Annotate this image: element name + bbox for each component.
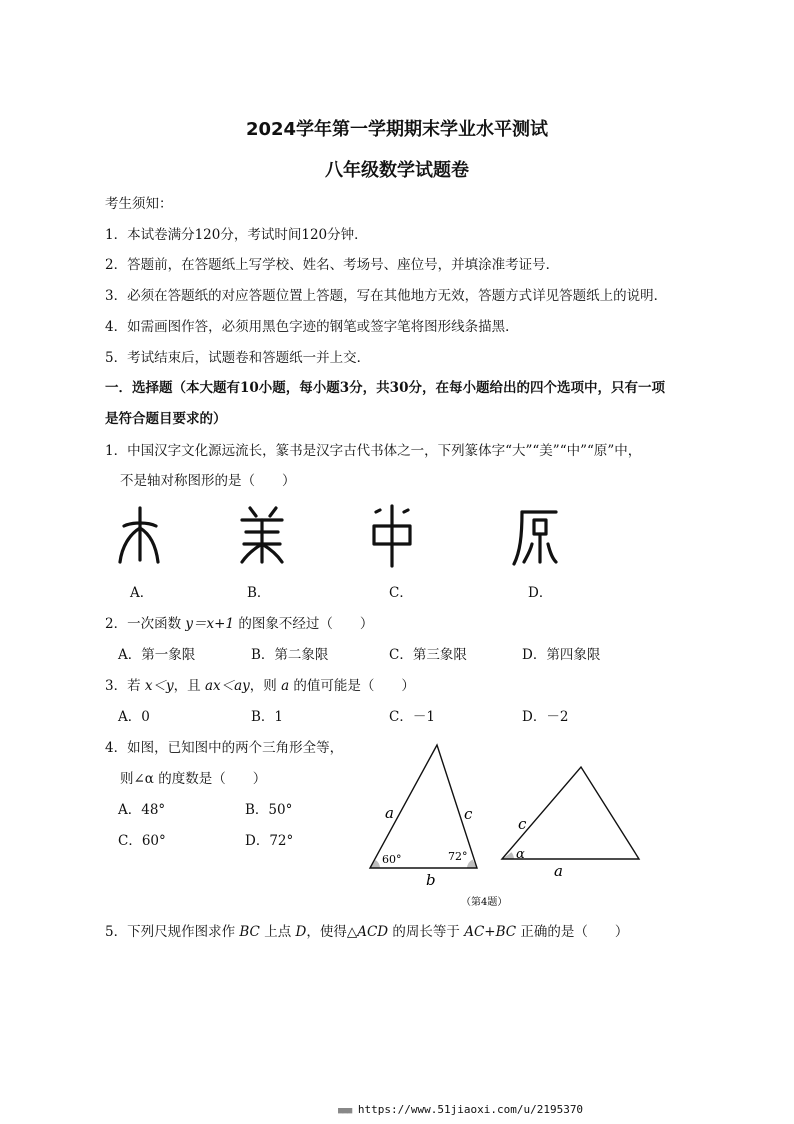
q4-figure	[360, 735, 650, 915]
q2-option-a: A．第一象限	[118, 647, 196, 663]
q3-stem	[105, 674, 415, 694]
q3-variable: a	[281, 678, 290, 694]
q4-triangle-right	[502, 767, 639, 859]
q1-stem-line1: 1．中国汉字文化源远流长，篆书是汉字古代书体之一，下列篆体字“大”“美”“中”“原”中，	[105, 443, 642, 459]
q4-option-c: C．60°	[118, 833, 166, 849]
notice-heading: 考生须知：	[105, 196, 173, 212]
seal-glyphs	[110, 500, 570, 575]
q5-stem-post: 正确的是（ ）	[516, 924, 629, 940]
q5-segment-bc: BC	[239, 924, 260, 940]
right-side-a: a	[554, 862, 563, 880]
q3-option-a: A．0	[118, 709, 150, 725]
footer-url-link[interactable]: https://www.51jiaoxi.com/u/2195370	[357, 1103, 584, 1116]
seal-glyph-yuan	[514, 512, 556, 564]
q3-stem-post: 的值可能是（ ）	[289, 678, 415, 694]
angle-alpha-marker	[502, 852, 514, 859]
left-angle-72: 72°	[448, 850, 468, 863]
q3-condition-2: ax＜ay	[204, 678, 250, 694]
seal-glyph-da	[120, 508, 158, 562]
q4-figure-caption: （第4题）	[461, 897, 508, 908]
q5-sum-expression: AC+BC	[464, 924, 517, 940]
q2-option-c: C．第三象限	[389, 647, 467, 663]
q5-stem-pre: 5．下列尺规作图求作	[105, 924, 240, 940]
q3-option-b: B．1	[251, 709, 284, 725]
q2-stem	[105, 612, 373, 632]
exam-subtitle: 八年级数学试题卷	[325, 160, 469, 181]
right-angle-alpha: α	[516, 847, 525, 862]
q1-stem-line2: 不是轴对称图形的是（ ）	[120, 473, 296, 489]
left-side-b: b	[426, 871, 436, 889]
q4-stem-line1: 4．如图，已知图中的两个三角形全等，	[105, 740, 344, 756]
q4-option-a: A．48°	[118, 802, 166, 818]
q2-option-d: D．第四象限	[522, 647, 601, 663]
q5-point-d: D	[295, 924, 307, 940]
q3-stem-pre: 3．若	[105, 678, 145, 694]
q3-condition-1: x＜y	[144, 678, 174, 694]
q5-stem-mid3: 的周长等于	[388, 924, 465, 940]
q4-option-b: B．50°	[245, 802, 293, 818]
q3-stem-mid2: ，则	[249, 678, 282, 694]
left-angle-60: 60°	[382, 853, 402, 866]
q3-option-c: C．－1	[389, 709, 435, 725]
exam-title: 2024学年第一学期期末学业水平测试	[245, 119, 549, 140]
q4-option-d: D．72°	[245, 833, 294, 849]
q2-expression: y＝x+1	[185, 616, 235, 632]
notice-item-1: 1．本试卷满分120分，考试时间120分钟．	[105, 227, 368, 243]
right-side-c: c	[518, 815, 527, 833]
q1-option-a: A．	[130, 585, 154, 601]
q5-stem	[105, 920, 628, 940]
q2-stem-post: 的图象不经过（ ）	[234, 616, 374, 632]
notice-item-5: 5．考试结束后，试题卷和答题纸一并上交．	[105, 350, 371, 366]
q1-option-c: C．	[389, 585, 413, 601]
q2-option-b: B．第二象限	[251, 647, 329, 663]
left-side-a: a	[385, 804, 394, 822]
q1-option-b: B．	[247, 585, 271, 601]
section-heading-line1: 一．选择题（本大题有10小题，每小题3分，共30分，在每小题给出的四个选项中，只有一项	[105, 380, 665, 396]
notice-item-2: 2．答题前，在答题纸上写学校、姓名、考场号、座位号，并填涂准考证号．	[105, 257, 560, 273]
left-side-c: c	[464, 805, 473, 823]
q2-stem-pre: 2．一次函数	[105, 616, 186, 632]
q5-stem-mid2: ，使得△	[306, 924, 358, 940]
q5-triangle-acd: ACD	[357, 924, 389, 940]
q1-option-d: D．	[528, 585, 553, 601]
notice-item-4: 4．如需画图作答，必须用黑色字迹的钢笔或签字笔将图形线条描黑．	[105, 319, 519, 335]
q4-stem-line2: 则∠α 的度数是（ ）	[120, 771, 267, 787]
q5-stem-mid: 上点	[259, 924, 296, 940]
footer-watermark	[338, 1103, 583, 1116]
seal-glyph-zhong	[374, 506, 410, 566]
seal-glyph-mei	[242, 508, 282, 562]
q3-stem-mid: ，且	[173, 678, 205, 694]
notice-item-3: 3．必须在答题纸的对应答题位置上答题，写在其他地方无效，答题方式详见答题纸上的说明．	[105, 288, 668, 304]
section-heading-line2: 是符合题目要求的）	[105, 411, 227, 427]
watermark-logo-icon: ■■■	[338, 1106, 352, 1116]
q3-option-d: D．－2	[522, 709, 569, 725]
